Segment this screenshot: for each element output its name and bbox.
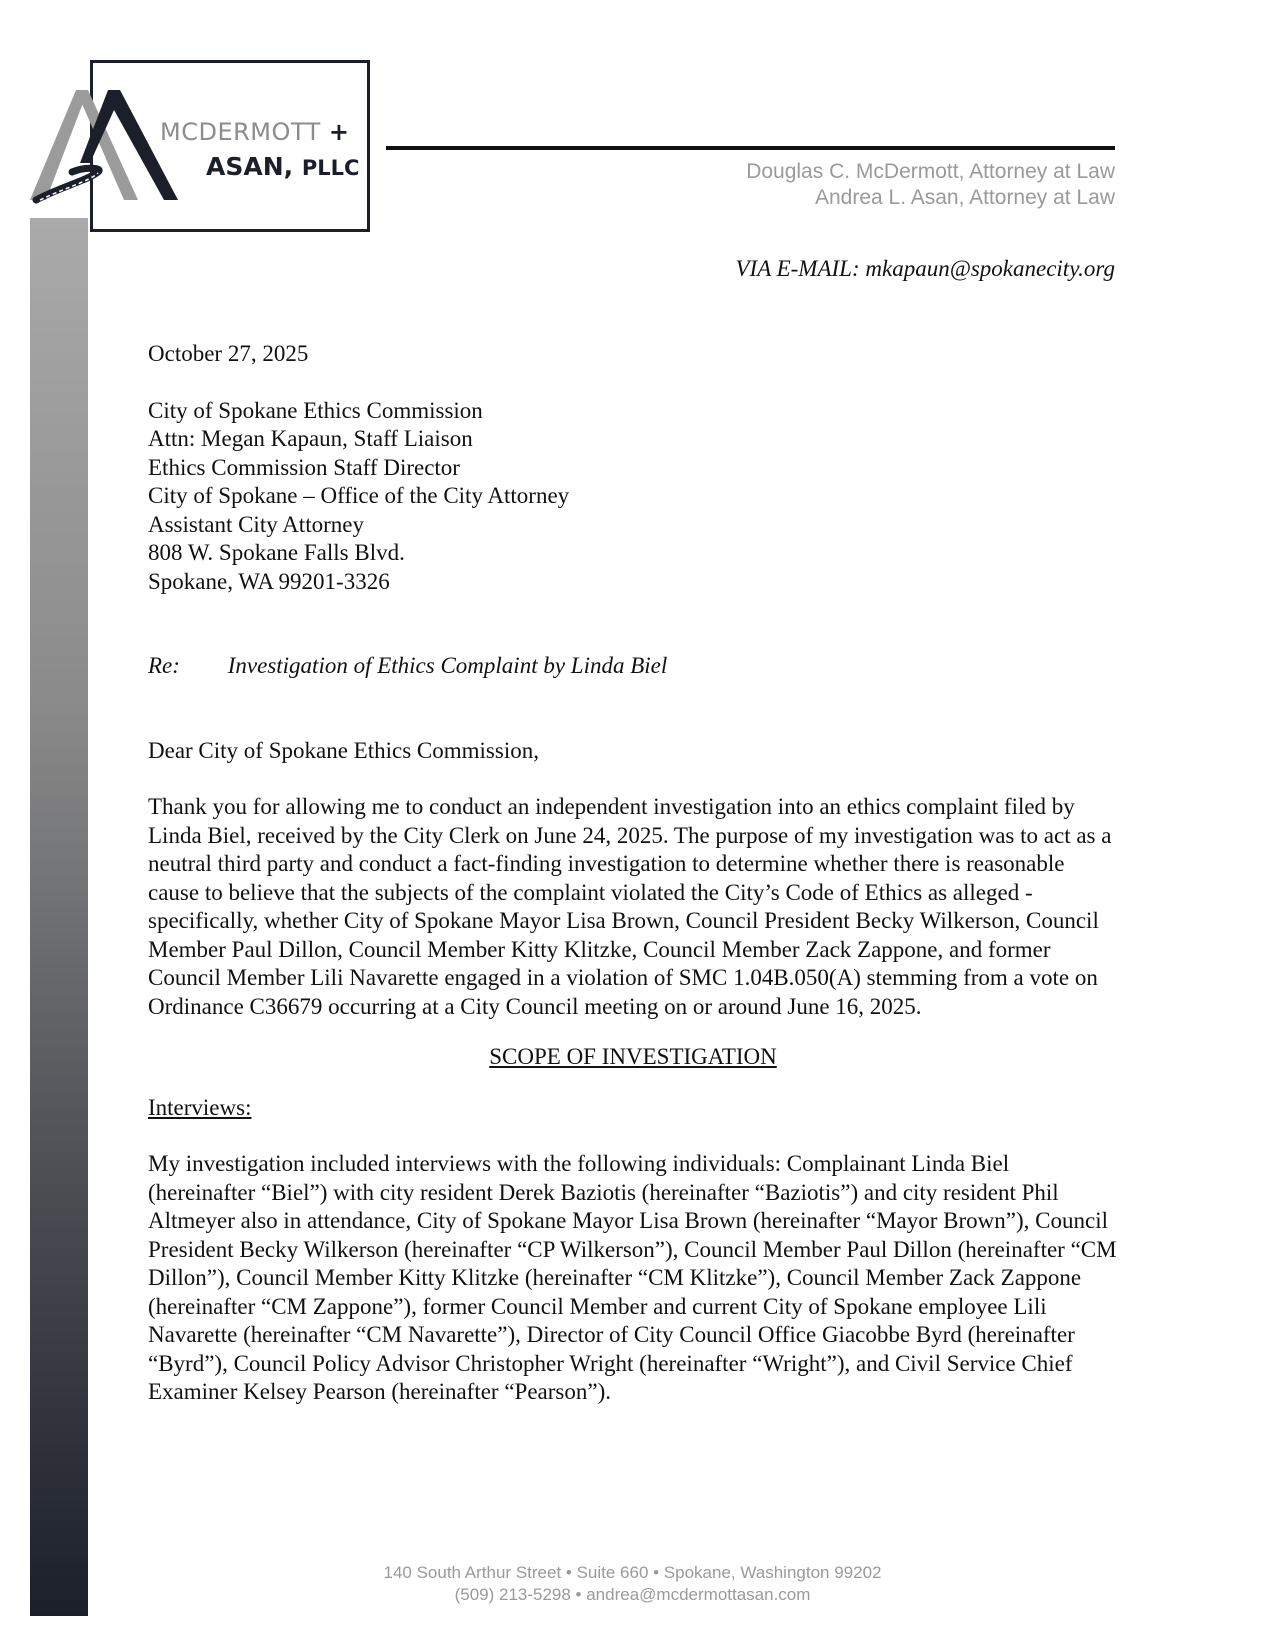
footer-address: 140 South Arthur Street • Suite 660 • Spokane, Washington 99202 [383, 1563, 882, 1582]
recipient-address [148, 397, 1118, 597]
firm-name-line1 [160, 118, 350, 146]
firm-name-plus: + [328, 118, 350, 146]
firm-name-line2 [206, 152, 359, 181]
firm-name-asan: ASAN, [206, 152, 294, 181]
via-email-line: VIA E-MAIL: mkapaun@spokanecity.org [735, 256, 1115, 281]
intro-paragraph: Thank you for allowing me to conduct an independent investigation into an ethics complaint filed by Linda Biel, received by the City Clerk on June 24, 2025. The purpose of my investigation was to act as a neutral third party and conduct a fact-finding investigation to determine whether there is reasonable cause to believe that the subjects of the complaint violated the City’s Code of Ethics as alleged - specifically, whether City of Spokane Mayor Lisa Brown, Council President Becky Wilkerson, Council Member Paul Dillon, Council Member Kitty Klitzke, Council Member Zack Zappone, and former Council Member Lili Navarette engaged in a violation of SMC 1.04B.050(A) stemming from a vote on Ordinance C36679 occurring at a City Council meeting on or around June 16, 2025. [148, 794, 1112, 1019]
address-line: 808 W. Spokane Falls Blvd. [148, 540, 405, 565]
firm-name-pllc: PLLC [301, 156, 360, 180]
letter-date: October 27, 2025 [148, 341, 309, 366]
letter-body [148, 340, 1118, 1407]
interviews-paragraph: My investigation included interviews with the following individuals: Complainant Linda Biel (hereinafter “Biel”) with city resident Derek Baziotis (hereinafter “Baziotis”) and city resident Phil Altmeyer also in attendance, City of Spokane Mayor Lisa Brown (hereinafter “Mayor Brown”), Council President Becky Wilkerson (hereinafter “CP Wilkerson”), Council Member Paul Dillon (hereinafter “CM Dillon”), Council Member Kitty Klitzke (hereinafter “CM Klitzke”), Council Member Zack Zappone (hereinafter “CM Zappone”), former Council Member and current City of Spokane employee Lili Navarette (hereinafter “CM Navarette”), Director of City Council Office Giacobbe Byrd (hereinafter “Byrd”), Council Policy Advisor Christopher Wright (hereinafter “Wright”), and Civil Service Chief Examiner Kelsey Pearson (hereinafter “Pearson”). [148, 1151, 1117, 1404]
address-line: City of Spokane Ethics Commission [148, 397, 483, 423]
address-line: Spokane, WA 99201-3326 [148, 568, 390, 594]
attorney-line: Andrea L. Asan, Attorney at Law [814, 186, 1115, 209]
section-heading-scope: SCOPE OF INVESTIGATION [489, 1044, 777, 1069]
salutation: Dear City of Spokane Ethics Commission, [148, 737, 539, 763]
footer-contact: (509) 213-5298 • andrea@mcdermottasan.com [454, 1585, 811, 1604]
re-label: Re: [148, 653, 180, 678]
attorney-line: Douglas C. McDermott, Attorney at Law [746, 160, 1115, 183]
re-subject: Investigation of Ethics Complaint by Linda Biel [227, 653, 668, 678]
header-rule [386, 146, 1115, 150]
firm-logo-mark [28, 88, 188, 213]
letterhead-sidebar-bar [30, 218, 88, 1616]
attorney-list [746, 159, 1115, 211]
letterhead-footer [0, 1562, 1265, 1606]
address-line: Attn: Megan Kapaun, Staff Liaison [148, 426, 473, 451]
firm-name-mcdermott: MCDERMOTT [160, 118, 321, 146]
address-line: Ethics Commission Staff Director [148, 454, 460, 480]
address-line: City of Spokane – Office of the City Attorney [148, 483, 570, 508]
subheading-interviews: Interviews: [148, 1094, 252, 1120]
re-line [148, 652, 1118, 681]
address-line: Assistant City Attorney [148, 511, 364, 537]
